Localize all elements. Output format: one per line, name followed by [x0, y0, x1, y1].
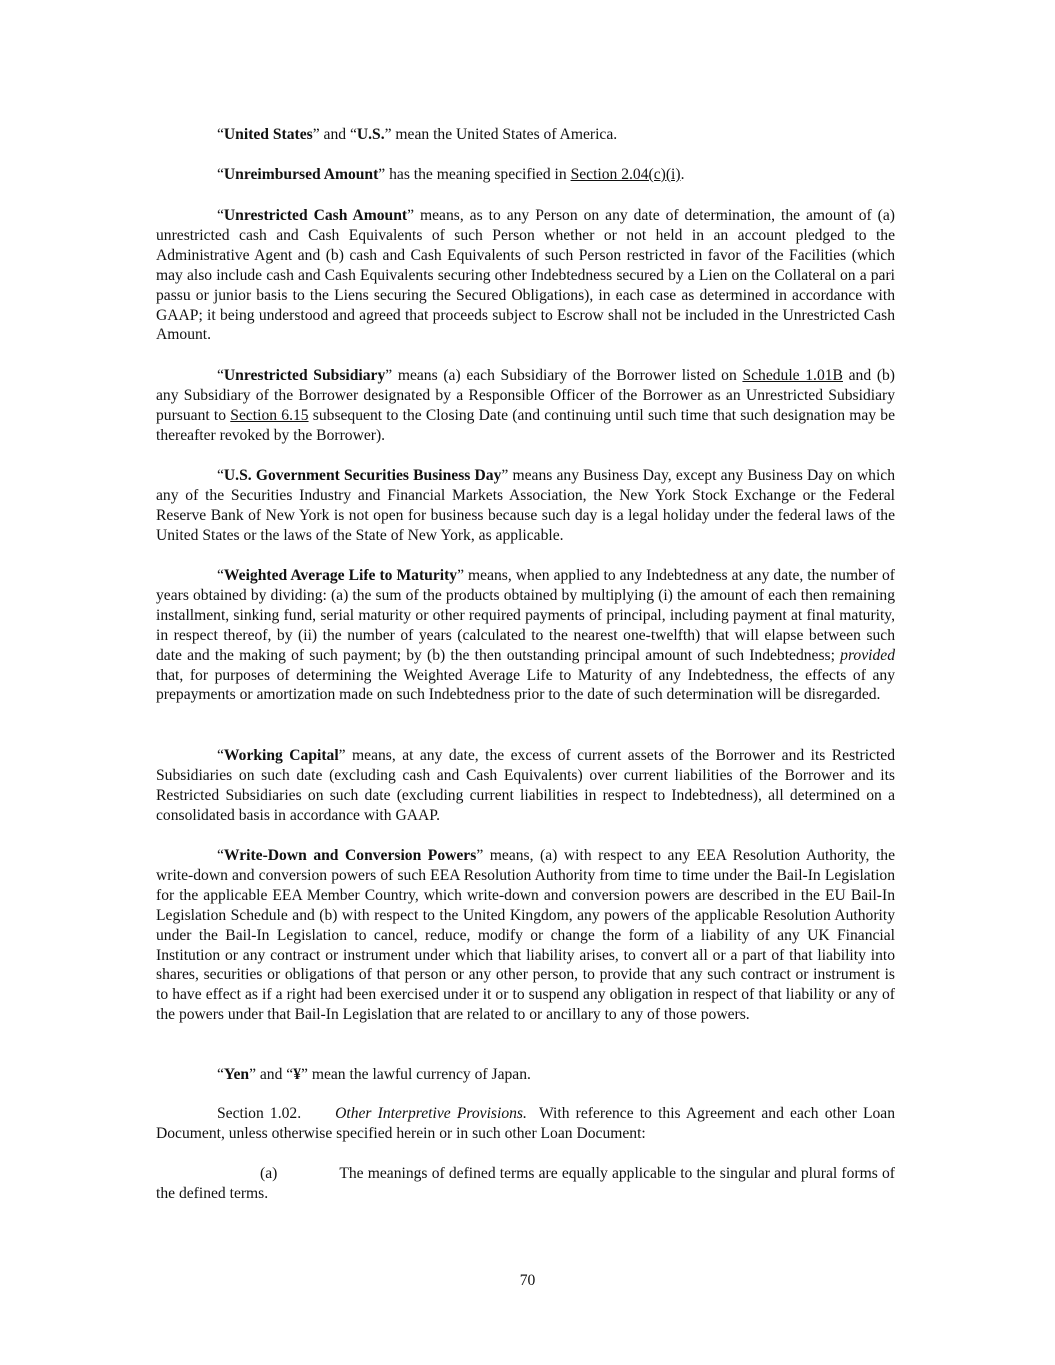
defined-term: Unrestricted Cash Amount	[223, 207, 408, 224]
defined-term: Unrestricted Subsidiary	[223, 367, 386, 384]
definition-unrestricted-subsidiary: “Unrestricted Subsidiary” means (a) each Subsidiary of the Borrower listed on Schedule 1.01B and (b) any Subsidiary of the Borrower designated by a Responsible Officer of the Borrower as an Unrestricted Subsidiary pursuant to Section 6.15 subsequent to the Closing Date (and continuing until such time that such designation may be thereafter revoked by the Borrower).	[156, 367, 896, 444]
italic-proviso: provided	[840, 646, 895, 664]
defined-term: U.S. Government Securities Business Day	[223, 467, 502, 484]
definition-unreimbursed-amount: “Unreimbursed Amount” has the meaning specified in Section 2.04(c)(i).	[217, 166, 685, 183]
definition-us-government-securities-business-day: “U.S. Government Securities Business Day” means any Business Day, except any Business Day on which any of the Securities Industry and Financial Markets Association, the New York Stock Exchange or the Federal Reserve Bank of New York is not open for business because such day is a legal holiday under the federal laws of the United States or the laws of the State of New York, as applicable.	[156, 467, 896, 544]
section-title: Other Interpretive Provisions.	[335, 1105, 527, 1122]
definition-write-down-and-conversion-powers: “Write-Down and Conversion Powers” means, (a) with respect to any EEA Resolution Authority, the write-down and conversion powers of such EEA Resolution Authority from time to time under the Bail-In Legislation for the applicable EEA Member Country, which write-down and conversion powers are described in the EU Bail-In Legislation Schedule and (b) with respect to the United Kingdom, any powers of the applicable Resolution Authority under the Bail-In Legislation to cancel, reduce, modify or change the form of a liability of any UK Financial Institution or any contract or instrument under which that liability arises, to convert all or a part of that liability into shares, securities or obligations of that person or any other person, to provide that any such contract or instrument is to have effect as if a right had been exercised under it or to suspend any obligation in respect of that liability or any of the powers under that Bail-In Legislation that are related to or ancillary to any of those powers.	[156, 847, 896, 1024]
defined-term: Working Capital	[223, 747, 339, 764]
defined-term: Yen	[223, 1066, 250, 1083]
defined-term: Unreimbursed Amount	[223, 166, 379, 183]
defined-term: United States	[223, 126, 313, 143]
clause-label: (a)	[260, 1165, 278, 1182]
section-reference: Section 6.15	[230, 406, 309, 424]
defined-term: U.S.	[356, 126, 385, 143]
clause-a: (a) The meanings of defined terms are equally applicable to the singular and plural forms of the defined terms.	[156, 1165, 895, 1202]
defined-term: Weighted Average Life to Maturity	[223, 567, 458, 584]
page-number: 70	[519, 1272, 536, 1289]
section-1-02: Section 1.02. Other Interpretive Provisions. With reference to this Agreement and each other Loan Document, unless otherwise specified herein or in such other Loan Document:	[156, 1105, 895, 1142]
definition-working-capital: “Working Capital” means, at any date, the excess of current assets of the Borrower and its Restricted Subsidiaries on such date (excluding cash and Cash Equivalents) over current liabilities of the Borrower and its Restricted Subsidiaries on such date (excluding current liabilities in respect to Indebtedness), all determined on a consolidated basis in accordance with GAAP.	[156, 747, 895, 824]
defined-term: Write-Down and Conversion Powers	[223, 847, 477, 864]
definition-united-states: “United States” and “U.S.” mean the United States of America.	[217, 126, 618, 143]
definition-yen: “Yen” and “¥” mean the lawful currency of Japan.	[217, 1066, 531, 1083]
definition-unrestricted-cash-amount: “Unrestricted Cash Amount” means, as to any Person on any date of determination, the amount of (a) unrestricted cash and Cash Equivalents of such Person whether or not held in an account pledged to the Administrative Agent and (b) cash and Cash Equivalents of such Person restricted in favor of the Facilities (which may also include cash and Cash Equivalents securing other Indebtedness secured by a Lien on the Collateral on a pari passu or junior basis to the Liens securing the Secured Obligations), in each case as determined in accordance with GAAP; it being understood and agreed that proceeds subject to Escrow shall not be included in the Unrestricted Cash Amount.	[156, 207, 895, 344]
defined-term: ¥	[293, 1066, 302, 1083]
definition-weighted-average-life: “Weighted Average Life to Maturity” means, when applied to any Indebtedness at any date, the number of years obtained by dividing: (a) the sum of the products obtained by multiplying (i) the amount of each then remaining installment, sinking fund, serial maturity or other required payments of principal, including payment at final maturity, in respect thereof, by (ii) the number of years (calculated to the nearest one-twelfth) that will elapse between such date and the making of such payment; by (b) the then outstanding principal amount of such Indebtedness; provided that, for purposes of determining the Weighted Average Life to Maturity of any Indebtedness, the effects of any prepayments or amortization made on such Indebtedness prior to the date of such determination will be disregarded.	[156, 567, 895, 704]
schedule-reference: Schedule 1.01B	[742, 367, 843, 384]
section-reference: Section 2.04(c)(i)	[570, 166, 681, 183]
section-label: Section 1.02.	[217, 1105, 302, 1122]
